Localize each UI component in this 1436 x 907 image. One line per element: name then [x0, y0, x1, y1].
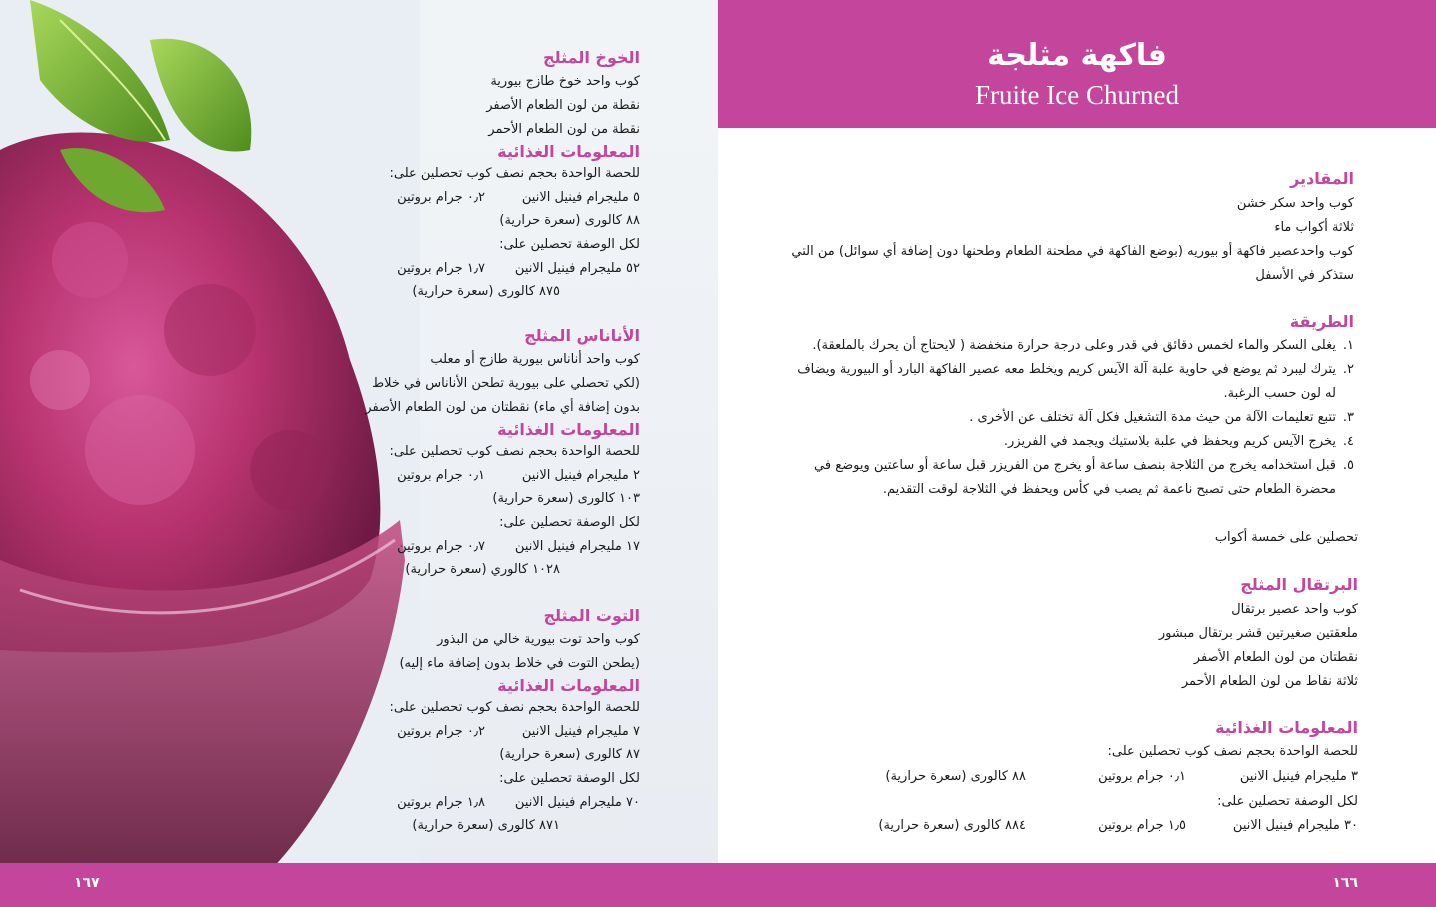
pineapple-serving-cal: ١٠٣ كالورى (سعرة حرارية) [492, 491, 640, 506]
ingredient-line: كوب واحد سكر خشن [1236, 196, 1354, 211]
method-step [794, 334, 1354, 358]
orange-ingredient: كوب واحد عصير برتقال [1231, 602, 1358, 617]
berry-serving-phe: ٧ مليجرام فينيل الانين [521, 724, 640, 739]
orange-recipe-cal: ٨٨٤ كالورى (سعرة حرارية) [878, 818, 1026, 833]
berry-recipe-row [320, 791, 640, 814]
step-text: يغلى السكر والماء لخمس دقائق في قدر وعلى درجة حرارة منخفضة ( لايحتاج أن يحرك بالملعقة). [812, 338, 1336, 353]
ingredient-line: ستذكر في الأسفل [1255, 268, 1354, 283]
method-title: الطريقة [1289, 312, 1354, 331]
orange-per-recipe: لكل الوصفة تحصلين على: [1217, 794, 1358, 809]
orange-ingredient: نقطتان من لون الطعام الأصفر [1193, 650, 1358, 665]
pineapple-ingredient: كوب واحد أناناس بيورية طازج أو معلب [430, 352, 640, 367]
pineapple-recipe-cal: ١٠٢٨ كالوري (سعرة حرارية) [405, 562, 560, 577]
peach-serving-protein: ٠٫٢ جرام بروتين [397, 190, 485, 205]
orange-per-serving: للحصة الواحدة بحجم نصف كوب تحصلين على: [1107, 744, 1358, 759]
peach-nutrition-title: المعلومات الغذائية [497, 142, 640, 161]
peach-serving-phe: ٥ مليجرام فينيل الانين [521, 190, 640, 205]
header-band [718, 0, 1436, 128]
peach-title: الخوخ المثلج [543, 48, 640, 67]
peach-ingredient: كوب واحد خوخ طازج بيورية [490, 74, 640, 89]
pineapple-recipe-protein: ٠٫٧ جرام بروتين [397, 539, 485, 554]
method-section [794, 310, 1354, 502]
pineapple-serving-phe: ٢ مليجرام فينيل الانين [521, 468, 640, 483]
pineapple-ingredient: (لكي تحصلي على بيورية تطحن الأناناس في خلاط [372, 376, 640, 391]
ingredients-title: المقادير [1290, 169, 1354, 188]
pineapple-recipe-phe: ١٧ مليجرام فينيل الانين [514, 539, 640, 554]
peach-per-serving: للحصة الواحدة بحجم نصف كوب تحصلين على: [389, 166, 640, 181]
pineapple-title: الأناناس المثلج [524, 326, 640, 345]
berry-recipe-cal: ٨٧١ كالورى (سعرة حرارية) [412, 818, 560, 833]
left-page-number: ١٦٧ [74, 875, 100, 891]
pineapple-per-recipe: لكل الوصفة تحصلين على: [499, 515, 640, 530]
orange-recipe-phe: ٣٠ مليجرام فينيل الانين [1232, 818, 1358, 833]
pineapple-recipe-row [320, 535, 640, 558]
berry-title: التوت المثلج [543, 606, 640, 625]
step-text: قبل استخدامه يخرج من الثلاجة بنصف ساعة أو يخرج من الفريزر قبل ساعة أو ساعتين ويوضع في محضرة الطعام حتى تصبح ناعمة ثم يصب في كأس ويحفظ في الثلاجة لوقت التقديم. [814, 458, 1336, 497]
step-number: ٤. [1342, 434, 1354, 449]
orange-serving-protein: ٠٫١ جرام بروتين [1098, 769, 1186, 784]
peach-per-recipe: لكل الوصفة تحصلين على: [499, 237, 640, 252]
pineapple-section [320, 324, 640, 582]
ingredient-line: كوب واحدعصير فاكهة أو بيوريه (بوضع الفاكهة في مطحنة الطعام وطحنها دون إضافة أي سوائل) من التي [791, 244, 1354, 259]
peach-ingredient: نقطة من لون الطعام الأحمر [488, 122, 640, 137]
peach-serving-row [320, 186, 640, 209]
berry-recipe-protein: ١٫٨ جرام بروتين [397, 795, 485, 810]
orange-ingredient: ملعقتين صغيرتين قشر برتقال مبشور [1158, 626, 1358, 641]
peach-recipe-phe: ٥٢ مليجرام فينيل الانين [514, 261, 640, 276]
step-text: يترك ليبرد ثم يوضع في حاوية علبة آلة الآيس كريم ويخلط معه عصير الفاكهة البارد أو البيورية ويضاف له لون حسب الرغبة. [797, 362, 1336, 401]
peach-section [320, 46, 640, 304]
step-number: ٥. [1342, 458, 1354, 473]
page-title-arabic: فاكهة مثلجة [987, 38, 1167, 73]
berry-section [320, 604, 640, 838]
orange-nutrition-title: المعلومات الغذائية [1215, 718, 1358, 737]
ingredient-line: ثلاثة أكواب ماء [1274, 220, 1354, 235]
ingredients-section [774, 166, 1354, 288]
peach-recipe-cal: ٨٧٥ كالورى (سعرة حرارية) [412, 284, 560, 299]
step-text: تتبع تعليمات الآلة من حيث مدة التشغيل فكل آلة تختلف عن الأخرى . [969, 410, 1336, 425]
pineapple-nutrition-title: المعلومات الغذائية [497, 420, 640, 439]
peach-serving-cal: ٨٨ كالورى (سعرة حرارية) [499, 213, 640, 228]
method-step [794, 454, 1354, 502]
orange-ingredient: ثلاثة نقاط من لون الطعام الأحمر [1181, 674, 1358, 689]
berry-ingredient: (يطحن التوت في خلاط بدون إضافة ماء إليه) [399, 656, 640, 671]
right-footer [718, 863, 1436, 907]
method-step [794, 430, 1354, 454]
step-number: ٢. [1342, 362, 1354, 377]
berry-recipe-phe: ٧٠ مليجرام فينيل الانين [514, 795, 640, 810]
step-number: ٣. [1342, 410, 1354, 425]
berry-serving-protein: ٠٫٢ جرام بروتين [397, 724, 485, 739]
orange-section [778, 572, 1358, 694]
peach-recipe-row [320, 257, 640, 280]
berry-serving-row [320, 720, 640, 743]
method-step [794, 406, 1354, 430]
pineapple-serving-row [320, 464, 640, 487]
berry-serving-cal: ٨٧ كالورى (سعرة حرارية) [499, 747, 640, 762]
orange-serving-phe: ٣ مليجرام فينيل الانين [1239, 769, 1358, 784]
orange-serving-cal: ٨٨ كالورى (سعرة حرارية) [885, 769, 1026, 784]
yield-text: تحصلين على خمسة أكواب [1214, 530, 1358, 545]
peach-recipe-protein: ١٫٧ جرام بروتين [397, 261, 485, 276]
berry-ingredient: كوب واحد توت بيورية خالي من البذور [437, 632, 640, 647]
pineapple-ingredient: بدون إضافة أي ماء) نقطتان من لون الطعام الأصفر [365, 400, 640, 415]
pineapple-serving-protein: ٠٫١ جرام بروتين [397, 468, 485, 483]
step-number: ١. [1342, 338, 1354, 353]
berry-per-recipe: لكل الوصفة تحصلين على: [499, 771, 640, 786]
berry-nutrition-title: المعلومات الغذائية [497, 676, 640, 695]
right-page [718, 0, 1436, 907]
page-title-english: Fruite Ice Churned [975, 80, 1179, 110]
orange-title: البرتقال المثلج [1240, 575, 1358, 594]
orange-recipe-protein: ١٫٥ جرام بروتين [1098, 818, 1186, 833]
pineapple-per-serving: للحصة الواحدة بحجم نصف كوب تحصلين على: [389, 444, 640, 459]
step-text: يخرج الآيس كريم ويحفظ في علبة بلاستيك ويجمد في الفريزر. [1003, 434, 1336, 449]
berry-per-serving: للحصة الواحدة بحجم نصف كوب تحصلين على: [389, 700, 640, 715]
left-footer [0, 863, 718, 907]
peach-ingredient: نقطة من لون الطعام الأصفر [486, 98, 640, 113]
method-step [794, 358, 1354, 406]
right-page-number: ١٦٦ [1332, 875, 1358, 891]
